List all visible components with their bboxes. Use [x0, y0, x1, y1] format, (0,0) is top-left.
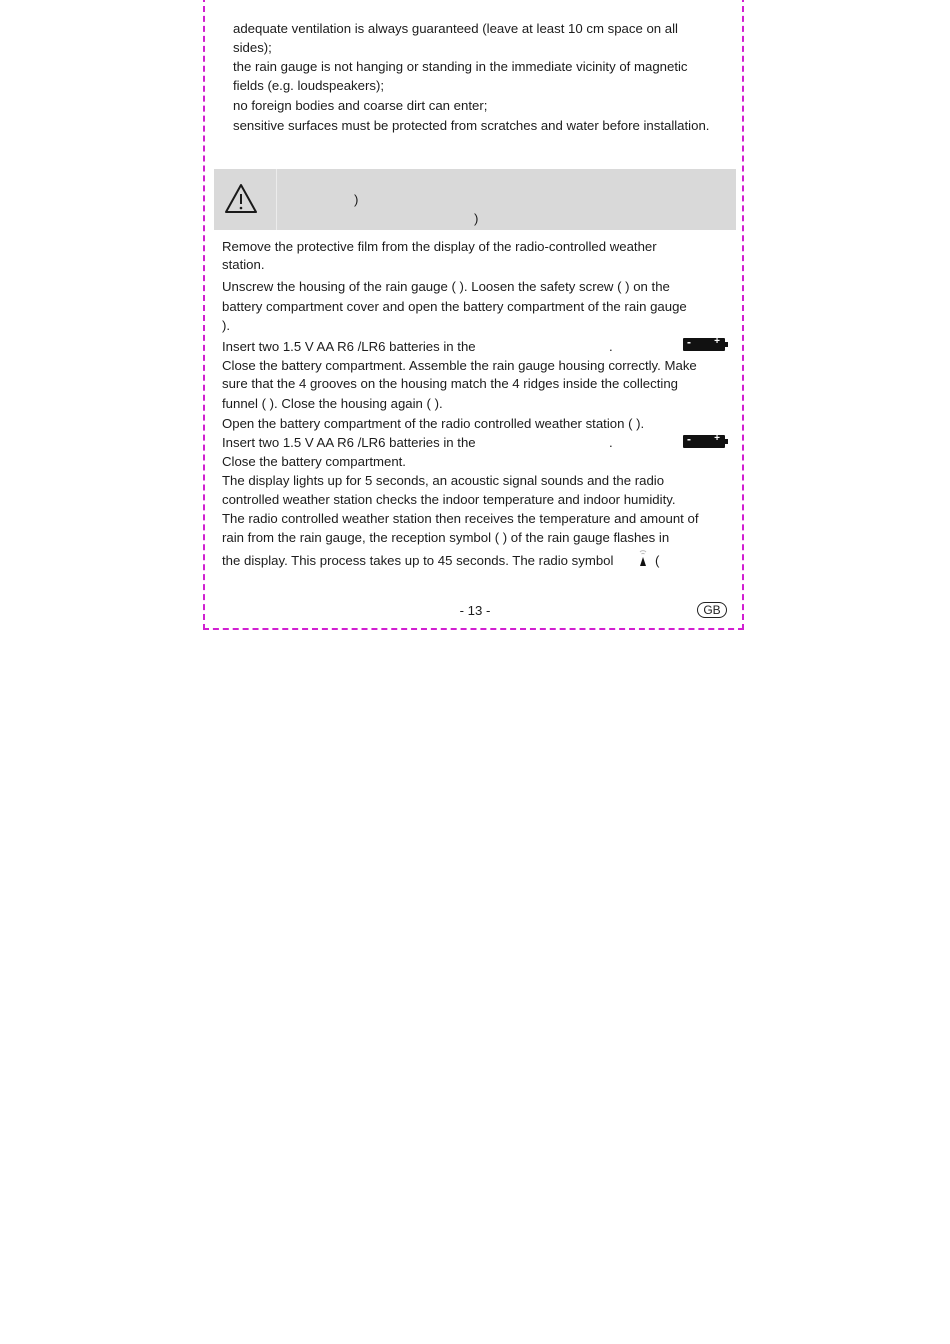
page-number: - 13 -: [459, 603, 491, 618]
battery-plus: +: [714, 336, 720, 347]
bullet-2-line-2: fields (e.g. loudspeakers);: [233, 78, 384, 93]
battery-polarity-icon: [683, 432, 725, 448]
step-2-line-2: battery compartment cover and open the battery compartment of the rain gauge: [222, 299, 687, 314]
battery-minus: -: [687, 432, 691, 446]
step-8-line-3: The radio controlled weather station then receives the temperature and amount of: [222, 511, 699, 526]
bullet-1-line-1: adequate ventilation is always guaranteed (leave at least 10 cm space on all: [233, 21, 678, 36]
step-8-open-paren: (: [655, 553, 660, 568]
step-8-line-4: rain from the rain gauge, the reception symbol ( ) of the rain gauge flashes in: [222, 530, 670, 545]
step-4-line-2: sure that the 4 grooves on the housing match the 4 ridges inside the collecting: [222, 376, 678, 391]
step-6-text: Insert two 1.5 V AA R6 /LR6 batteries in the: [222, 435, 476, 450]
step-4-line-1: Close the battery compartment. Assemble the rain gauge housing correctly. Make: [222, 358, 697, 373]
step-7-text: Close the battery compartment.: [222, 454, 406, 469]
step-8-line-1: The display lights up for 5 seconds, an acoustic signal sounds and the radio: [222, 473, 665, 488]
warning-box: [214, 169, 736, 230]
battery-minus: -: [687, 335, 691, 349]
step-6-period: .: [609, 435, 613, 450]
battery-plus: +: [714, 433, 720, 444]
step-2-line-3: ).: [222, 318, 231, 333]
battery-polarity-icon: [683, 335, 725, 351]
language-badge: GB: [697, 602, 727, 618]
radio-tower-icon: [637, 550, 649, 568]
step-3-period: .: [609, 339, 613, 354]
step-8-line-5: the display. This process takes up to 45 seconds. The radio symbol: [222, 553, 614, 568]
bullet-2-line-1: the rain gauge is not hanging or standing in the immediate vicinity of magnetic: [233, 59, 688, 74]
step-5-text: Open the battery compartment of the radio controlled weather station ( ).: [222, 416, 645, 431]
bullet-4-line-1: sensitive surfaces must be protected from scratches and water before installation.: [233, 118, 710, 133]
warning-icon-cell: [214, 169, 277, 230]
step-2-line-1: Unscrew the housing of the rain gauge ( ). Loosen the safety screw ( ) on the: [222, 279, 670, 294]
warning-fragment-1: ): [354, 192, 359, 207]
step-3-text: Insert two 1.5 V AA R6 /LR6 batteries in the: [222, 339, 476, 354]
warning-fragment-2: ): [474, 211, 479, 226]
step-4-line-3: funnel ( ). Close the housing again ( ).: [222, 396, 443, 411]
warning-triangle-icon: [224, 183, 258, 215]
bullet-3-line-1: no foreign bodies and coarse dirt can enter;: [233, 98, 488, 113]
step-1-line-1: Remove the protective film from the display of the radio-controlled weather: [222, 239, 657, 254]
bullet-1-line-2: sides);: [233, 40, 272, 55]
step-8-line-2: controlled weather station checks the indoor temperature and indoor humidity.: [222, 492, 676, 507]
step-1-line-2: station.: [222, 257, 265, 272]
